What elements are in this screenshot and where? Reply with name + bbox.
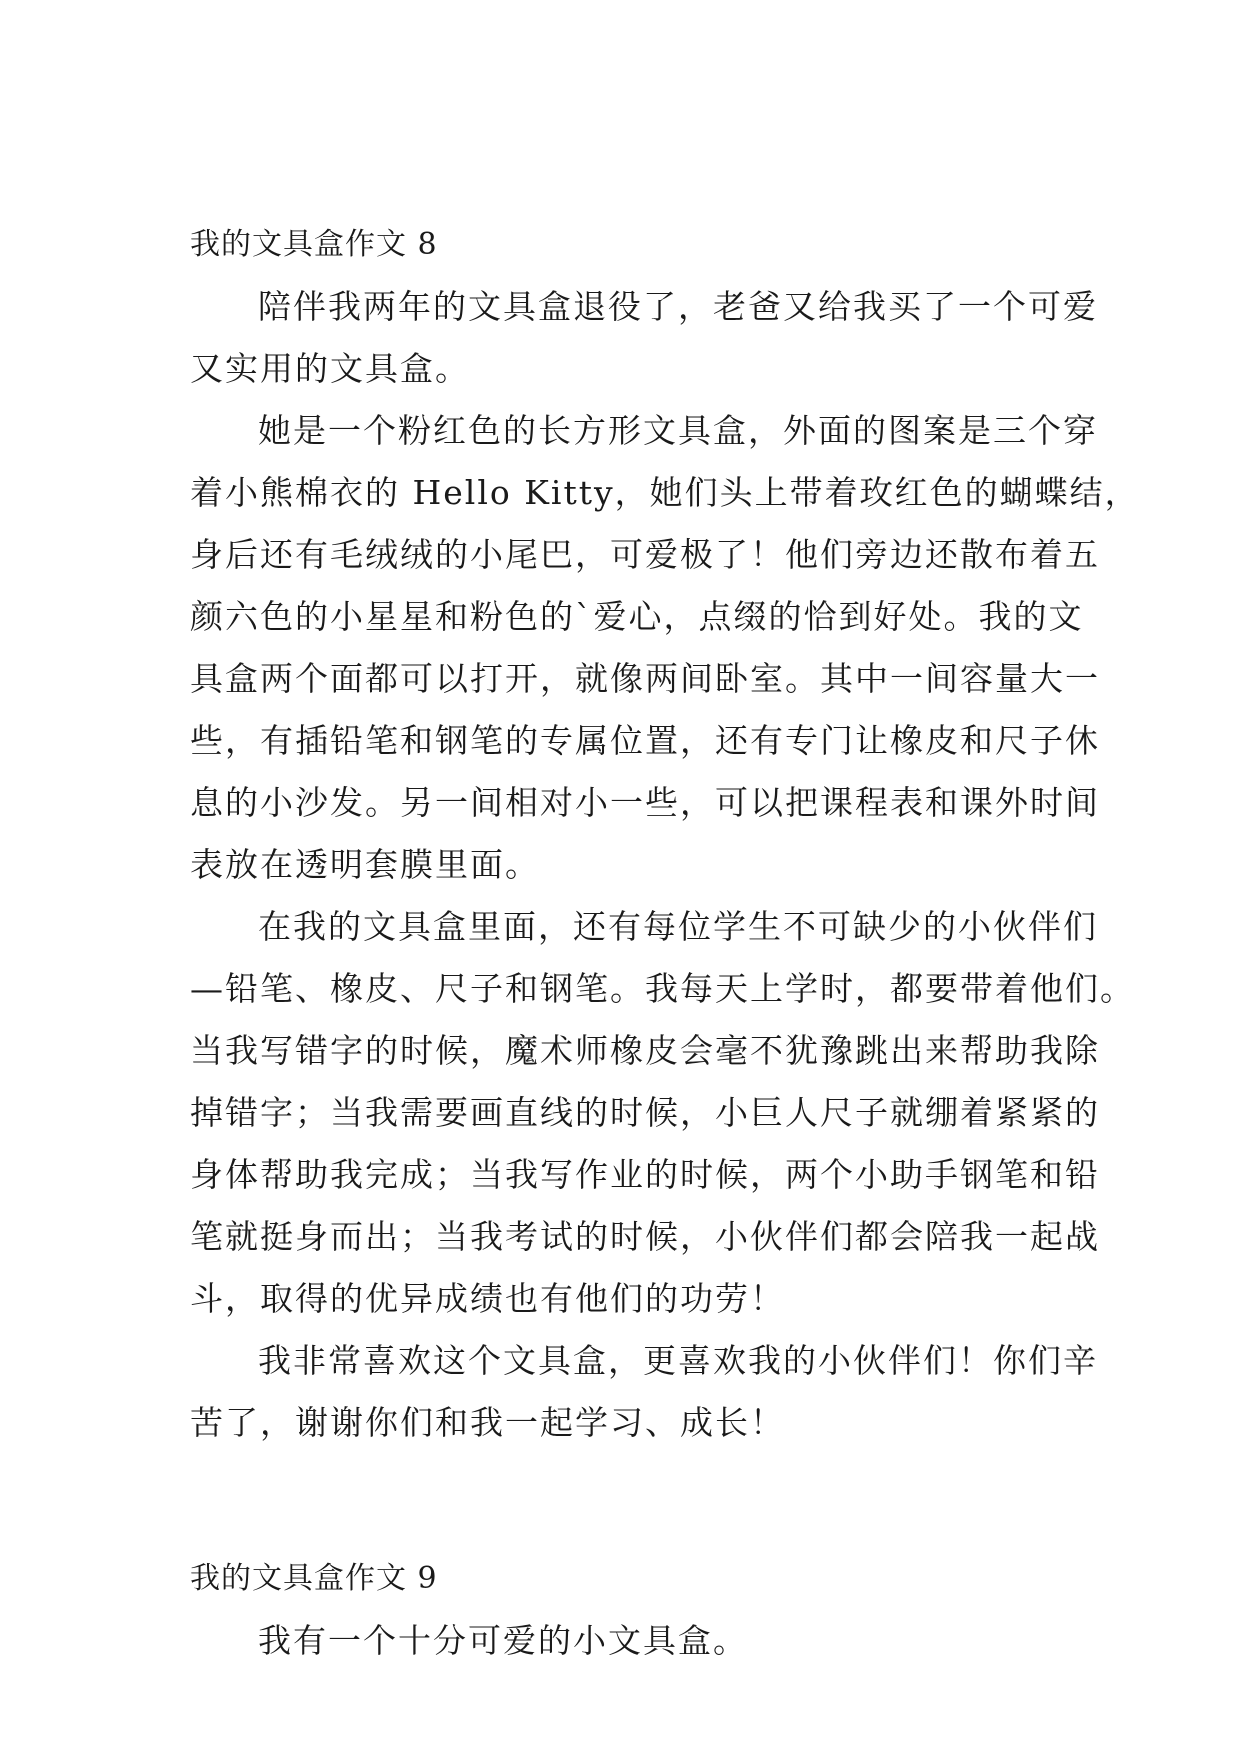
paragraph-line: 颜六色的小星星和粉色的`爱心，点缀的恰到好处。我的文 xyxy=(190,597,1084,636)
paragraph-line: —铅笔、橡皮、尺子和钢笔。我每天上学时，都要带着他们。 xyxy=(190,969,1135,1008)
paragraph-line: 她是一个粉红色的长方形文具盒，外面的图案是三个穿 xyxy=(258,411,1098,450)
paragraph-line: 身后还有毛绒绒的小尾巴，可爱极了！他们旁边还散布着五 xyxy=(190,535,1100,574)
paragraph-line: 着小熊棉衣的 Hello Kitty，她们头上带着玫红色的蝴蝶结， xyxy=(190,473,1140,512)
paragraph-line: 掉错字；当我需要画直线的时候，小巨人尺子就绷着紧紧的 xyxy=(190,1093,1100,1132)
paragraph xyxy=(190,1610,1060,1672)
paragraph xyxy=(190,400,1140,896)
paragraph xyxy=(190,1330,1098,1454)
paragraph xyxy=(190,276,1098,400)
paragraph-line: 我非常喜欢这个文具盒，更喜欢我的小伙伴们！你们辛 xyxy=(258,1341,1098,1380)
paragraph xyxy=(190,896,1135,1330)
paragraph-line: 苦了，谢谢你们和我一起学习、成长！ xyxy=(190,1403,785,1442)
paragraph-line: 我有一个十分可爱的小文具盒。 xyxy=(258,1621,748,1660)
paragraph-line: 笔就挺身而出；当我考试的时候，小伙伴们都会陪我一起战 xyxy=(190,1217,1100,1256)
paragraph-line: 身体帮助我完成；当我写作业的时候，两个小助手钢笔和铅 xyxy=(190,1155,1100,1194)
paragraph-line: 息的小沙发。另一间相对小一些，可以把课程表和课外时间 xyxy=(190,783,1100,822)
paragraph-line: 些，有插铅笔和钢笔的专属位置，还有专门让橡皮和尺子休 xyxy=(190,721,1100,760)
section-spacer xyxy=(190,1454,1060,1548)
paragraph-line: 又实用的文具盒。 xyxy=(190,349,470,388)
paragraph-line: 在我的文具盒里面，还有每位学生不可缺少的小伙伴们 xyxy=(258,907,1098,946)
paragraph-line: 表放在透明套膜里面。 xyxy=(190,845,540,884)
paragraph-line: 陪伴我两年的文具盒退役了，老爸又给我买了一个可爱 xyxy=(258,287,1098,326)
paragraph-line: 斗，取得的优异成绩也有他们的功劳！ xyxy=(190,1279,785,1318)
document-body xyxy=(190,214,1140,1672)
section-title: 我的文具盒作文 8 xyxy=(190,227,438,262)
section-title: 我的文具盒作文 9 xyxy=(190,1561,438,1596)
paragraph-line: 当我写错字的时候，魔术师橡皮会毫不犹豫跳出来帮助我除 xyxy=(190,1031,1100,1070)
paragraph-line: 具盒两个面都可以打开，就像两间卧室。其中一间容量大一 xyxy=(190,659,1100,698)
